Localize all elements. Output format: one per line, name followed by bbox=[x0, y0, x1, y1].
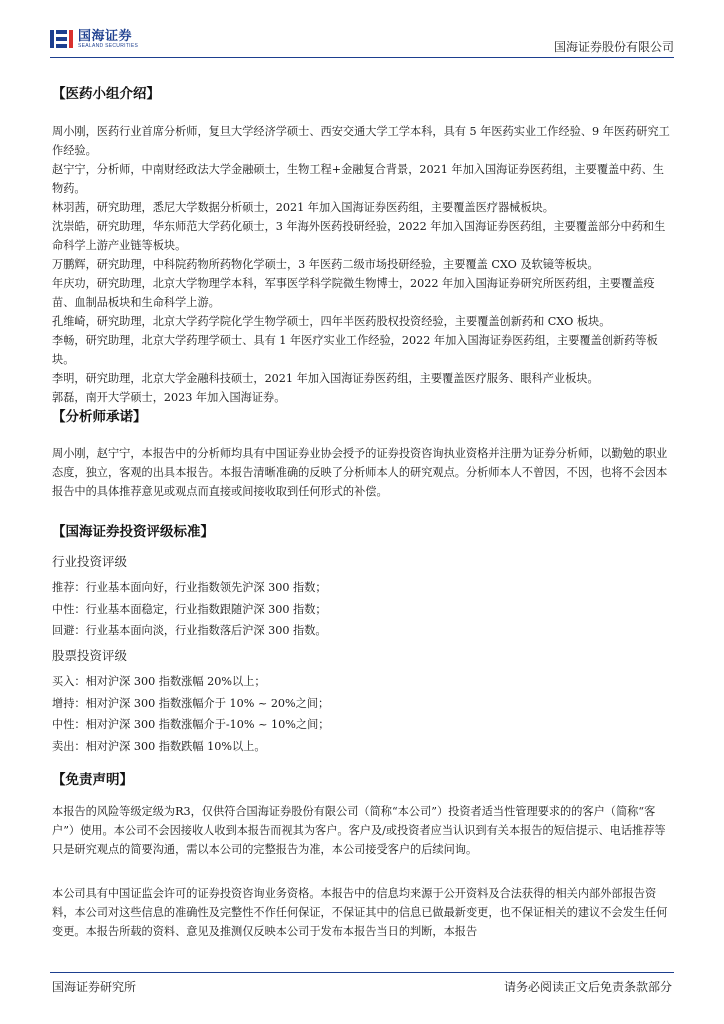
logo-english-text: SEALAND SECURITIES bbox=[78, 42, 139, 49]
industry-rating-heading: 行业投资评级 bbox=[52, 554, 128, 569]
disclaimer-text: 本报告的风险等级定级为R3，仅供符合国海证券股份有限公司（简称“本公司”）投资者适当性管理要求的的客户（简称“客户”）使用。本公司不会因接收人收到本报告而视其为客户。客户及/或投资者应当认识到有关本报告的短信提示、电话推荐等只是研究观点的简要沟通，需以本公司的完整报告为准，本公司接受客户的后续问询。 bbox=[52, 805, 666, 856]
stock-rating-item: 卖出：相对沪深 300 指数跌幅 10%以上。 bbox=[52, 739, 266, 753]
industry-rating-item: 中性：行业基本面稳定，行业指数跟随沪深 300 指数； bbox=[52, 602, 327, 616]
logo-mark-icon bbox=[50, 28, 74, 50]
commitment-text bbox=[52, 444, 674, 501]
footer-divider bbox=[50, 972, 674, 973]
team-member-list bbox=[52, 122, 674, 407]
disclaimer-section-title: 【免责声明】 bbox=[52, 772, 133, 788]
team-member: 郭磊，南开大学硕士，2023 年加入国海证券。 bbox=[52, 391, 286, 404]
stock-rating-item: 增持：相对沪深 300 指数涨幅介于 10% ~ 20%之间； bbox=[52, 696, 330, 710]
stock-rating-heading: 股票投资评级 bbox=[52, 648, 128, 663]
stock-rating-item: 买入：相对沪深 300 指数涨幅 20%以上； bbox=[52, 675, 266, 688]
industry-rating-list bbox=[52, 577, 327, 642]
disclaimer-paragraph-2 bbox=[52, 884, 674, 941]
header-divider bbox=[50, 57, 674, 58]
team-member: 周小刚，医药行业首席分析师，复旦大学经济学硕士、西安交通大学工学本科，具有 5 年医药实业工作经验、9 年医药研究工作经验。 bbox=[52, 125, 670, 157]
commitment-section-title: 【分析师承诺】 bbox=[52, 409, 147, 425]
team-section-title: 【医药小组介绍】 bbox=[52, 86, 160, 102]
page-header bbox=[50, 26, 674, 58]
footer-institute: 国海证券研究所 bbox=[52, 980, 137, 994]
company-name: 国海证券股份有限公司 bbox=[553, 40, 674, 54]
team-member: 沈崇皓，研究助理，华东师范大学药化硕士，3 年海外医药投研经验，2022 年加入国海证券医药组，主要覆盖部分中药和生命科学上游产业链等板块。 bbox=[52, 220, 666, 252]
disclaimer-text: 本公司具有中国证监会许可的证券投资咨询业务资格。本报告中的信息均来源于公开资料及合法获得的相关内部外部报告资料，本公司对这些信息的准确性及完整性不作任何保证，不保证其中的信息已做最新变更，也不保证相关的建议不会发生任何变更。本报告所载的资料、意见及推测仅反映本公司于发布本报告当日的判断，本报告 bbox=[52, 887, 668, 938]
team-member: 万鹏辉，研究助理，中科院药物所药物化学硕士，3 年医药二级市场投研经验，主要覆盖 CXO 及软镜等板块。 bbox=[52, 258, 599, 271]
logo-chinese-text: 国海证券 bbox=[78, 28, 133, 44]
industry-rating-item: 推荐：行业基本面向好，行业指数领先沪深 300 指数； bbox=[52, 581, 327, 594]
team-member: 孔维崎，研究助理，北京大学药学院化学生物学硕士，四年半医药股权投资经验，主要覆盖创新药和 CXO 板块。 bbox=[52, 315, 611, 328]
stock-rating-list bbox=[52, 671, 329, 757]
company-logo bbox=[50, 28, 138, 50]
rating-section-title: 【国海证券投资评级标准】 bbox=[52, 524, 214, 540]
team-member: 李畅，研究助理，北京大学药理学硕士、具有 1 年医疗实业工作经验，2022 年加入国海证券医药组，主要覆盖创新药等板块。 bbox=[52, 334, 658, 366]
commitment-paragraph: 周小刚，赵宁宁，本报告中的分析师均具有中国证券业协会授予的证券投资咨询执业资格并注册为证券分析师，以勤勉的职业态度，独立，客观的出具本报告。本报告清晰准确的反映了分析师本人的研究观点。分析师本人不曾因，不因，也将不会因本报告中的具体推荐意见或观点而直接或间接收取到任何形式的补偿。 bbox=[52, 447, 668, 498]
team-member: 年庆功，研究助理，北京大学物理学本科，军事医学科学院微生物博士，2022 年加入国海证券研究所医药组，主要覆盖疫苗、血制品板块和生命科学上游。 bbox=[52, 277, 655, 309]
footer-notice: 请务必阅读正文后免责条款部分 bbox=[503, 980, 672, 994]
team-member: 林羽茜，研究助理，悉尼大学数据分析硕士，2021 年加入国海证券医药组，主要覆盖医疗器械板块。 bbox=[52, 201, 554, 214]
team-member: 赵宁宁，分析师，中南财经政法大学金融硕士，生物工程+金融复合背景，2021 年加入国海证券医药组，主要覆盖中药、生物药。 bbox=[52, 163, 664, 195]
stock-rating-item: 中性：相对沪深 300 指数涨幅介于-10% ~ 10%之间； bbox=[52, 718, 330, 731]
industry-rating-item: 回避：行业基本面向淡，行业指数落后沪深 300 指数。 bbox=[52, 624, 327, 637]
disclaimer-paragraph-1 bbox=[52, 802, 674, 859]
team-member: 李明，研究助理，北京大学金融科技硕士，2021 年加入国海证券医药组，主要覆盖医疗服务、眼科产业板块。 bbox=[52, 372, 599, 385]
